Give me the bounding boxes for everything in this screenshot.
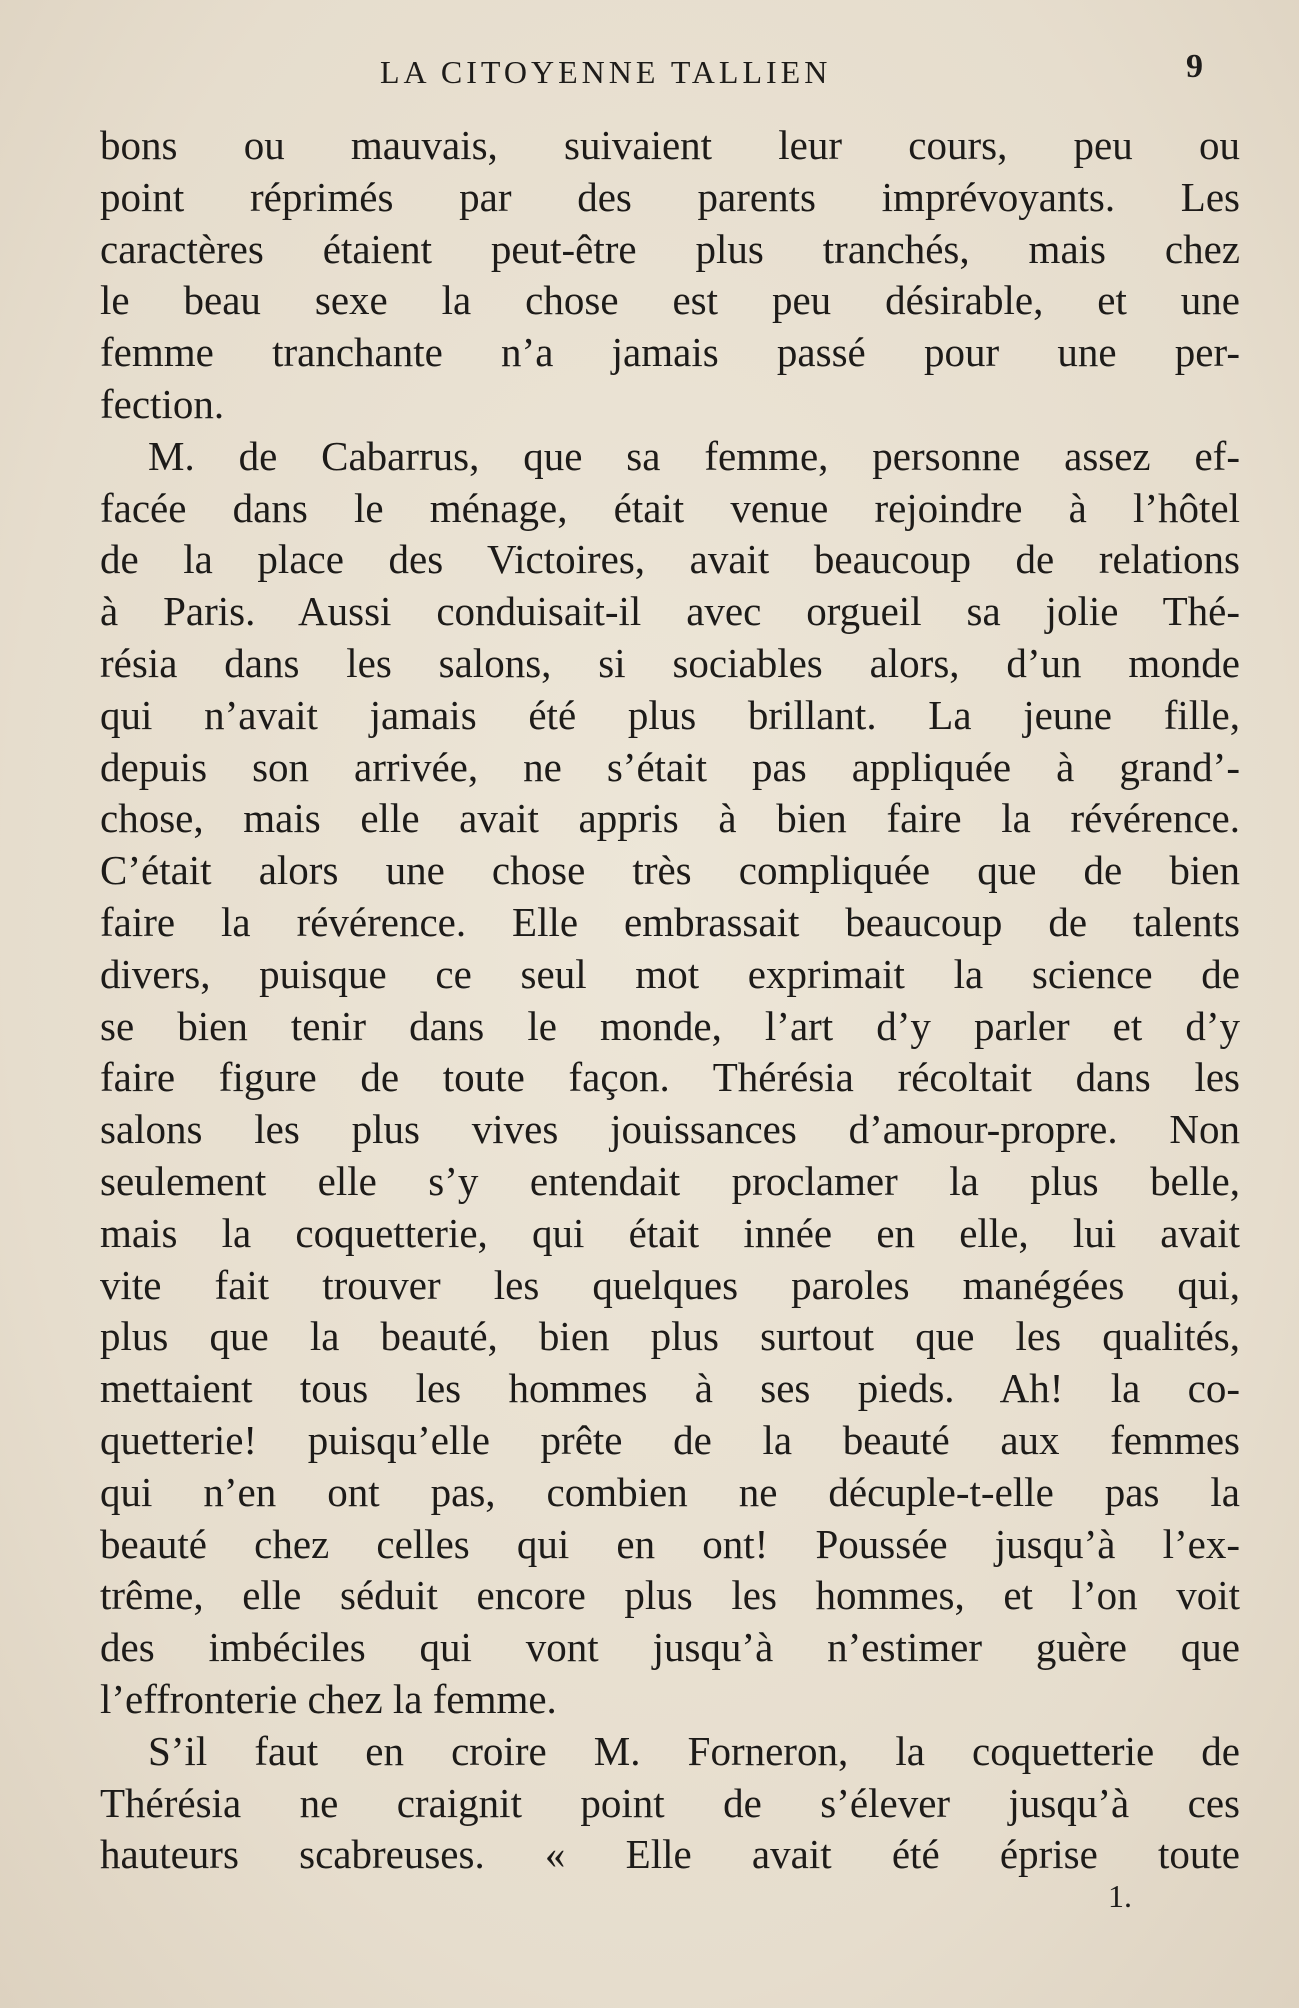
text-line: faire figure de toute façon. Thérésia récoltait dans les [100, 1054, 1240, 1101]
text-line: plus que la beauté, bien plus surtout que les qualités, [100, 1313, 1240, 1360]
text-line: le beau sexe la chose est peu désirable, et une [100, 277, 1240, 324]
text-line: trême, elle séduit encore plus les hommes, et l’on voit [100, 1572, 1240, 1619]
text-line: C’était alors une chose très compliquée que de bien [100, 847, 1240, 894]
text-line: Thérésia ne craignit point de s’élever jusqu’à ces [100, 1779, 1240, 1826]
text-line: de la place des Victoires, avait beaucoup de relations [100, 536, 1240, 583]
text-line: beauté chez celles qui en ont! Poussée jusqu’à l’ex- [100, 1520, 1240, 1567]
text-line: des imbéciles qui vont jusqu’à n’estimer guère que [100, 1624, 1240, 1671]
text-line: vite fait trouver les quelques paroles manégées qui, [100, 1261, 1240, 1308]
page-header [0, 48, 1299, 98]
text-line: femme tranchante n’a jamais passé pour une per- [100, 329, 1240, 376]
text-line: caractères étaient peut-être plus tranchés, mais chez [100, 225, 1240, 272]
text-line: M. de Cabarrus, que sa femme, personne assez ef- [148, 432, 1240, 479]
text-line: qui n’en ont pas, combien ne décuple-t-elle pas la [100, 1468, 1240, 1515]
text-line: hauteurs scabreuses. « Elle avait été éprise toute [100, 1831, 1240, 1878]
text-line: quetterie! puisqu’elle prête de la beauté aux femmes [100, 1416, 1240, 1463]
text-line: à Paris. Aussi conduisait-il avec orgueil sa jolie Thé- [100, 588, 1240, 635]
text-line: bons ou mauvais, suivaient leur cours, peu ou [100, 122, 1240, 168]
text-line: résia dans les salons, si sociables alors, d’un monde [100, 639, 1240, 686]
text-line: fection. [100, 380, 225, 427]
signature-mark: 1. [1108, 1878, 1132, 1914]
text-line: l’effronterie chez la femme. [100, 1675, 557, 1722]
page-number: 9 [1186, 48, 1203, 85]
running-title: LA CITOYENNE TALLIEN [380, 54, 832, 90]
text-line: mettaient tous les hommes à ses pieds. Ah! la co- [100, 1365, 1240, 1412]
text-line: facée dans le ménage, était venue rejoindre à l’hôtel [100, 484, 1240, 531]
text-line: depuis son arrivée, ne s’était pas appliquée à grand’- [100, 743, 1240, 790]
text-line: chose, mais elle avait appris à bien faire la révérence. [100, 795, 1240, 842]
body-text [100, 120, 1240, 1881]
text-line: point réprimés par des parents imprévoyants. Les [100, 173, 1240, 220]
text-line: seulement elle s’y entendait proclamer la plus belle, [100, 1157, 1240, 1204]
text-line: faire la révérence. Elle embrassait beaucoup de talents [100, 898, 1240, 945]
text-line: divers, puisque ce seul mot exprimait la science de [100, 950, 1240, 997]
text-line: qui n’avait jamais été plus brillant. La jeune fille, [100, 691, 1240, 738]
text-line: mais la coquetterie, qui était innée en elle, lui avait [100, 1209, 1240, 1256]
text-line: se bien tenir dans le monde, l’art d’y parler et d’y [100, 1002, 1240, 1049]
text-line: salons les plus vives jouissances d’amour-propre. Non [100, 1106, 1240, 1153]
text-line: S’il faut en croire M. Forneron, la coquetterie de [148, 1727, 1240, 1774]
